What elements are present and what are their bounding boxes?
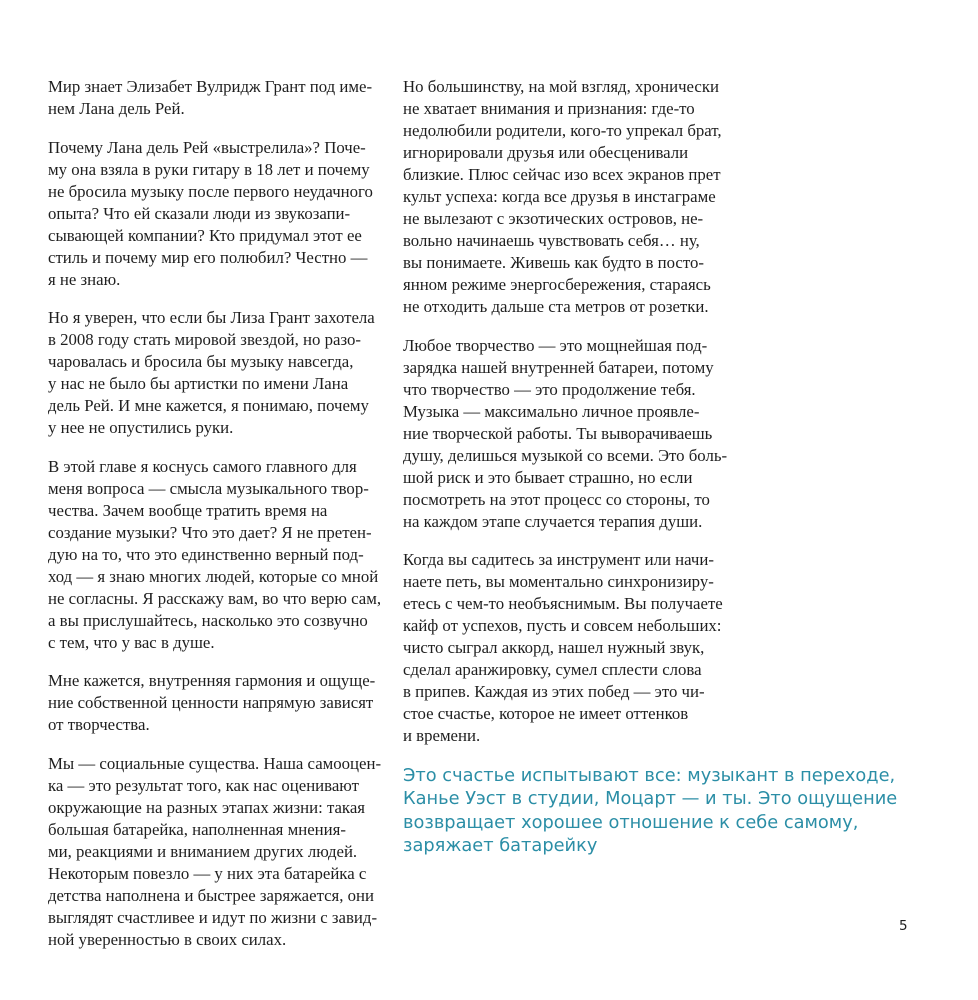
right-column <box>403 76 898 858</box>
left-column <box>48 76 398 967</box>
page-number: 5 <box>899 918 908 934</box>
paragraph: В этой главе я коснусь самого главного для меня вопроса — смысла музыкального твор- чества. Зачем вообще тратить время на создание музыки? Что это дает? Я не претен- дую на то, что это единственно верный под- ход — я знаю многих людей, которые со мной не согласны. Я расскажу вам, во что верю сам, а вы прислушайтесь, насколько это созвучно с тем, что у вас в душе. <box>48 456 382 652</box>
paragraph: Почему Лана дель Рей «выстрелила»? Поче- му она взяла в руки гитару в 18 лет и почему не бросила музыку после первого неудачного опыта? Что ей сказали люди из звукозапи- сывающей компании? Кто придумал этот ее стиль и почему мир его полюбил? Честно — я не знаю. <box>48 137 373 289</box>
paragraph: Но большинству, на мой взгляд, хронически не хватает внимания и признания: где-то недолюбили родители, кого-то упрекал брат, игнорировали друзья или обесценивали близкие. Плюс сейчас изо всех экранов прет культ успеха: когда все друзья в инстаграме не вылезают с экзотических островов, не- вольно начинаешь чувствовать себя… ну, вы понимаете. Живешь как будто в посто- янном режиме энергосбережения, стараясь не отходить дальше ста метров от розетки. <box>403 77 722 316</box>
paragraph: Мир знает Элизабет Вулридж Грант под име- нем Лана дель Рей. <box>48 77 373 118</box>
paragraph: Любое творчество — это мощнейшая под- зарядка нашей внутренней батареи, потому что творчество — это продолжение тебя. Музыка — максимально личное проявле- ние творческой работы. Ты выворачиваешь душу, делишься музыкой со всеми. Это боль- шой риск и это бывает страшно, но если посмотреть на этот процесс со стороны, то на каждом этапе случается терапия души. <box>403 335 728 531</box>
paragraph: Когда вы садитесь за инструмент или начи- наете петь, вы моментально синхронизиру- етесь с чем-то необъяснимым. Вы получаете кайф от успехов, пусть и совсем небольших: чисто сыграл аккорд, нашел нужный звук, сделал аранжировку, сумел сплести слова в припев. Каждая из этих побед — это чи- стое счастье, которое не имеет оттенков и времени. <box>403 550 723 745</box>
pull-quote: Это счастье испытывают все: музыкант в переходе, Канье Уэст в студии, Моцарт — и ты. Это ощущение возвращает хорошее отношение к себе самому, заряжает батарейку <box>403 764 898 856</box>
paragraph: Но я уверен, что если бы Лиза Грант захотела в 2008 году стать мировой звездой, но разо- чаровалась и бросила бы музыку навсегда, у нас не было бы артистки по имени Лана дель Рей. И мне кажется, я понимаю, почему у нее не опустились руки. <box>48 308 375 437</box>
paragraph: Мне кажется, внутренняя гармония и ощуще- ние собственной ценности напрямую зависят от творчества. <box>48 671 376 734</box>
paragraph: Мы — социальные существа. Наша самооцен- ка — это результат того, как нас оценивают окружающие на разных этапах жизни: такая большая батарейка, наполненная мнения- ми, реакциями и вниманием других людей. Некоторым повезло — у них эта батарейка с детства наполнена и быстрее заряжается, они выглядят счастливее и идут по жизни с завид- ной уверенностью в своих силах. <box>48 753 382 949</box>
